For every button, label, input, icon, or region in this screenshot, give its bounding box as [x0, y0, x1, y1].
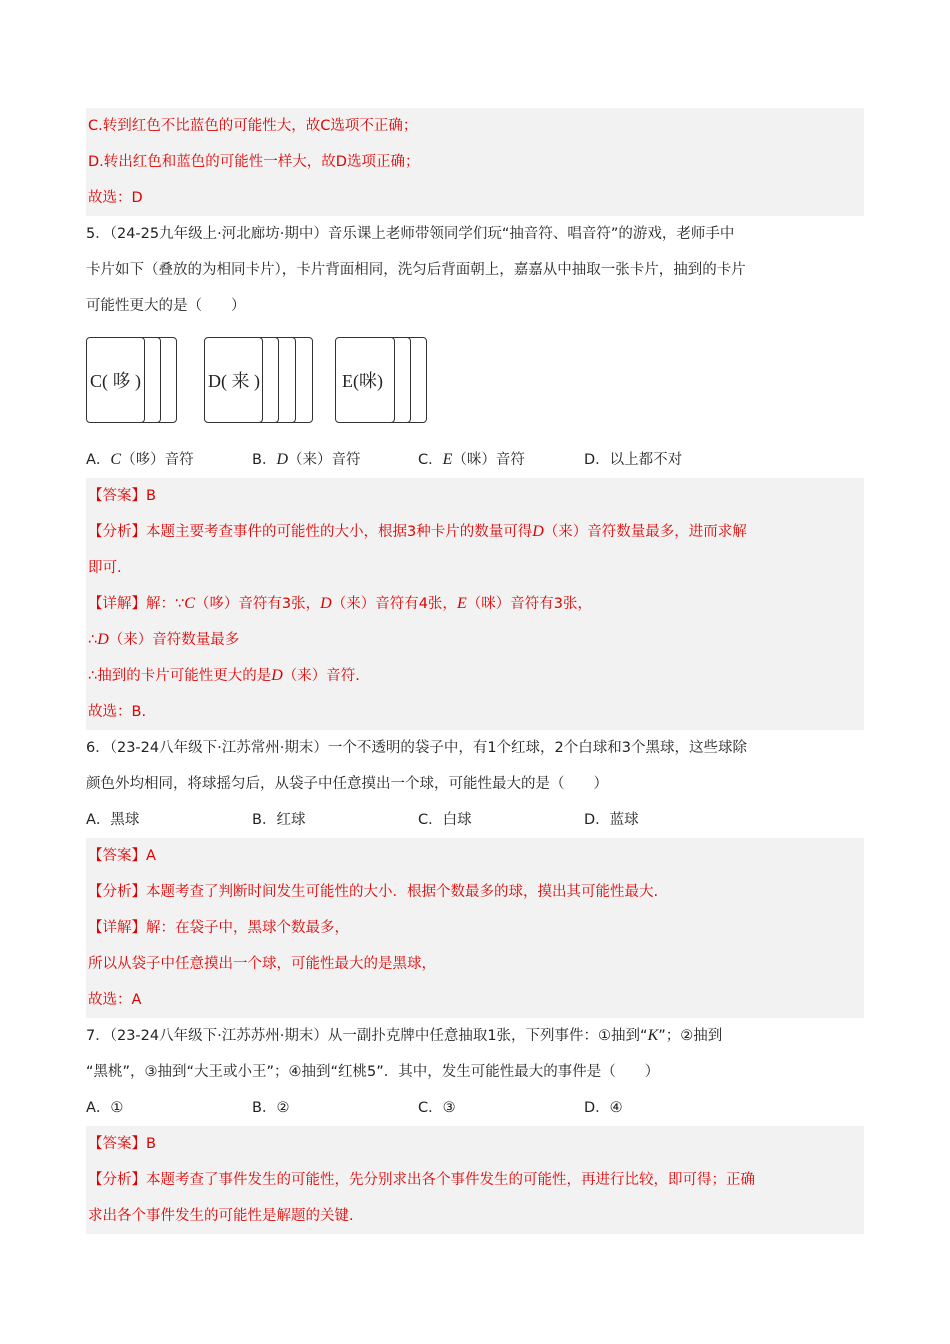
option-d[interactable]: D．④	[584, 1100, 623, 1116]
option-c[interactable]: C．白球	[418, 812, 472, 828]
question-text: 颜色外均相同，将球摇匀后，从袋子中任意摸出一个球，可能性最大的是（ ）	[86, 776, 608, 792]
option-d[interactable]: D．蓝球	[584, 812, 639, 828]
analysis: 【分析】本题主要考查事件的可能性的大小，根据3种卡片的数量可得D（来）音符数量最多，进而求解	[88, 523, 747, 540]
detail: ∴抽到的卡片可能性更大的是D（来）音符.	[88, 667, 360, 684]
question-text: 6．（23-24八年级下·江苏常州·期末）一个不透明的袋子中，有1个红球，2个白球和3个黑球，这些球除	[86, 740, 747, 756]
question-6	[86, 730, 864, 838]
cards-figure	[86, 324, 864, 456]
question-text: 5．（24-25九年级上·河北廊坊·期中）音乐课上老师带领同学们玩“抽音符、唱音符”的游戏，老师手中	[86, 226, 735, 242]
detail: ∴D（来）音符数量最多	[88, 631, 240, 648]
option-b[interactable]: B．D（来）音符	[252, 451, 361, 468]
options	[86, 1090, 864, 1126]
document-page	[86, 108, 864, 1234]
detail: 【详解】解：在袋子中，黑球个数最多，	[88, 920, 349, 936]
analysis: 【分析】本题考查了事件发生的可能性，先分别求出各个事件发生的可能性，再进行比较，即可得；正确	[88, 1172, 755, 1188]
analysis: 【分析】本题考查了判断时间发生可能性的大小．根据个数最多的球，摸出其可能性最大.	[88, 884, 659, 900]
question-5	[86, 216, 864, 478]
option-a[interactable]: A．①	[86, 1100, 124, 1116]
option-b[interactable]: B．红球	[252, 812, 306, 828]
q6-answer-block	[86, 838, 864, 1018]
card-e: E(咪)	[335, 337, 395, 423]
answer-line: 故选：D	[88, 190, 143, 206]
option-a[interactable]: A．C（哆）音符	[86, 451, 194, 468]
answer-line: C.转到红色不比蓝色的可能性大，故C选项不正确；	[88, 118, 418, 134]
analysis: 求出各个事件发生的可能性是解题的关键.	[88, 1208, 354, 1224]
choice: 故选：A	[88, 992, 142, 1008]
question-text: “黑桃”，③抽到“大王或小王”；④抽到“红桃5”．其中，发生可能性最大的事件是（ ）	[86, 1064, 660, 1080]
option-a[interactable]: A．黑球	[86, 812, 140, 828]
detail: 【详解】解：∵C（哆）音符有3张，D（来）音符有4张，E（咪）音符有3张，	[88, 595, 592, 612]
answer: 【答案】A	[88, 848, 156, 864]
option-d[interactable]: D．以上都不对	[584, 452, 683, 468]
analysis: 即可.	[88, 560, 122, 576]
answer: 【答案】B	[88, 1136, 156, 1152]
question-7	[86, 1018, 864, 1126]
q5-answer-block	[86, 478, 864, 730]
card-d: D( 来 )	[204, 337, 263, 423]
answer: 【答案】B	[88, 488, 156, 504]
option-c[interactable]: C．③	[418, 1100, 456, 1116]
prev-answer-block	[86, 108, 864, 216]
detail: 所以从袋子中任意摸出一个球，可能性最大的是黑球，	[88, 956, 436, 972]
option-c[interactable]: C．E（咪）音符	[418, 451, 525, 468]
question-text: 卡片如下（叠放的为相同卡片），卡片背面相同，洗匀后背面朝上，嘉嘉从中抽取一张卡片，抽到的卡片	[86, 262, 746, 278]
option-b[interactable]: B．②	[252, 1100, 290, 1116]
question-text: 可能性更大的是（ ）	[86, 298, 246, 314]
q7-answer-block	[86, 1126, 864, 1234]
choice: 故选：B.	[88, 704, 147, 720]
card-c: C( 哆 )	[86, 337, 145, 423]
answer-line: D.转出红色和蓝色的可能性一样大，故D选项正确；	[88, 154, 420, 170]
options	[86, 802, 864, 838]
question-text: 7．（23-24八年级下·江苏苏州·期末）从一副扑克牌中任意抽取1张，下列事件：①抽到“K”；②抽到	[86, 1027, 723, 1044]
